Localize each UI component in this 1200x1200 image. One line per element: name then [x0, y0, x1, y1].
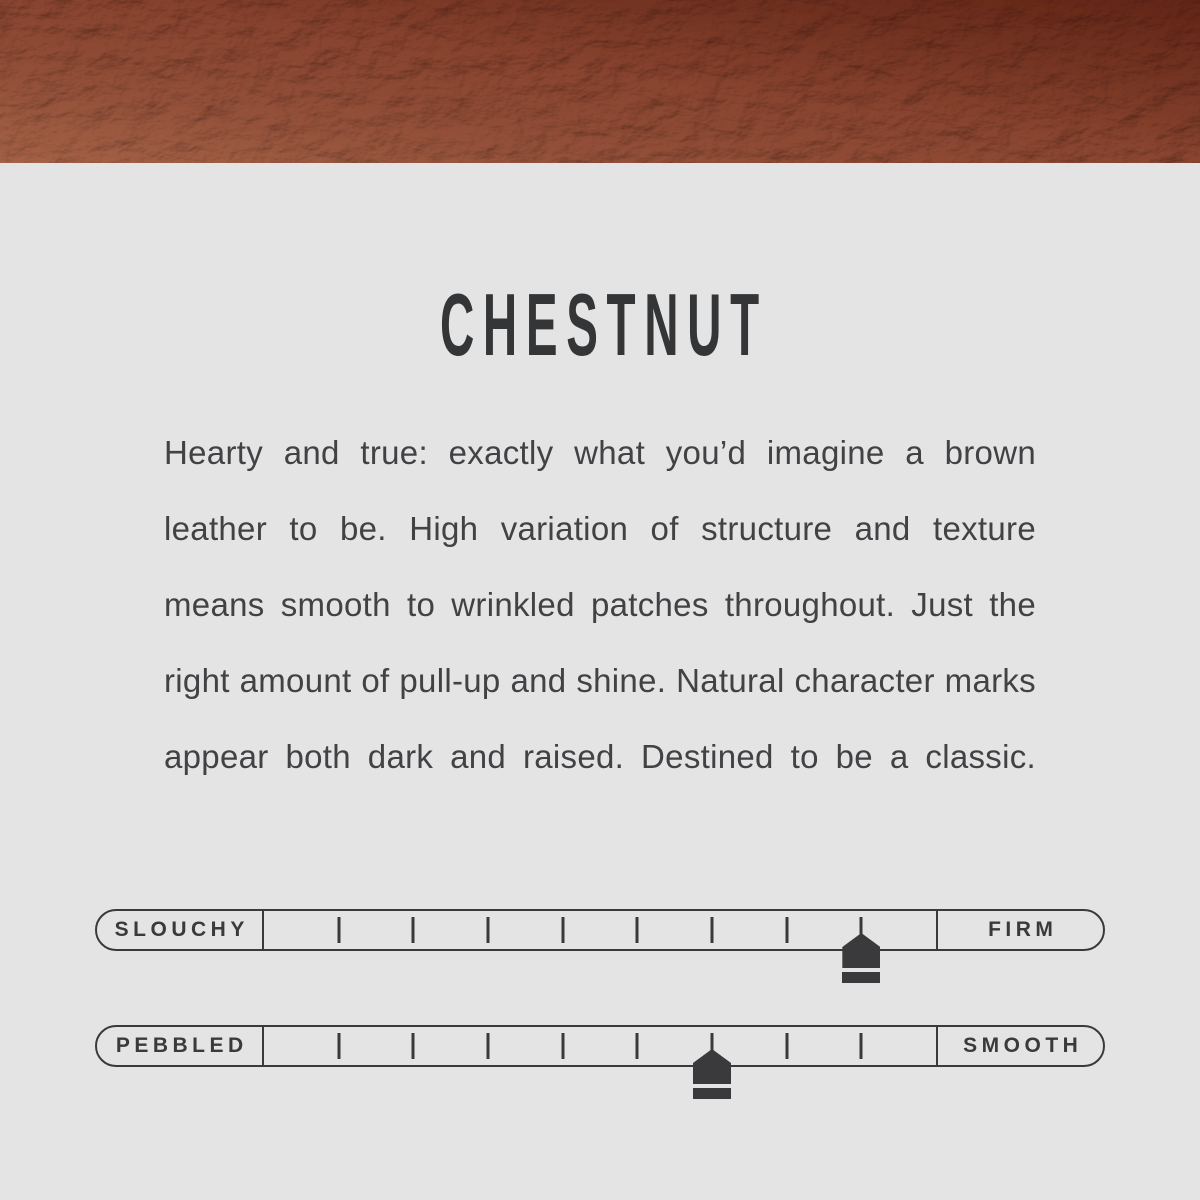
scale-label-smooth: SMOOTH — [963, 1034, 1083, 1057]
marker-pointer — [842, 933, 880, 968]
scale-tick — [561, 917, 564, 943]
title-row — [0, 275, 1200, 374]
scale-tick — [487, 917, 490, 943]
scale-label-slouchy: SLOUCHY — [114, 918, 249, 941]
color-description — [164, 415, 1036, 795]
scale-tick — [636, 1033, 639, 1059]
scale-tick — [487, 1033, 490, 1059]
marker-pointer — [693, 1049, 731, 1084]
leather-texture-image — [0, 0, 1200, 163]
scale-tick — [412, 917, 415, 943]
scale-label-pebbled: PEBBLED — [115, 1034, 248, 1057]
description-line: appear both dark and raised. Destined to be a classic. — [164, 738, 1036, 775]
scale-tick — [561, 1033, 564, 1059]
scale-tick — [785, 917, 788, 943]
scale-label-firm: FIRM — [988, 918, 1058, 941]
scale-marker-icon — [842, 933, 880, 983]
scale-tick — [337, 917, 340, 943]
scale-tick — [636, 917, 639, 943]
scale-marker-icon — [693, 1049, 731, 1099]
description-line: leather to be. High variation of structure and texture — [164, 510, 1036, 547]
scale-tick — [337, 1033, 340, 1059]
scale-tick — [711, 917, 714, 943]
pebbled-smooth-scale — [95, 1025, 1105, 1067]
description-line: means smooth to wrinkled patches throughout. Just the — [164, 586, 1036, 623]
scale-tick — [860, 1033, 863, 1059]
description-line: right amount of pull-up and shine. Natural character marks — [164, 662, 1036, 699]
property-scales — [95, 909, 1105, 1067]
color-name-title: CHESTNUT — [440, 275, 769, 374]
scale-tick-area — [264, 911, 936, 949]
scale-tick-area — [264, 1027, 936, 1065]
scale-tick — [785, 1033, 788, 1059]
slouchy-firm-scale — [95, 909, 1105, 951]
marker-underline — [693, 1088, 731, 1099]
marker-underline — [842, 972, 880, 983]
scale-tick — [412, 1033, 415, 1059]
description-line: Hearty and true: exactly what you’d imagine a brown — [164, 434, 1036, 471]
